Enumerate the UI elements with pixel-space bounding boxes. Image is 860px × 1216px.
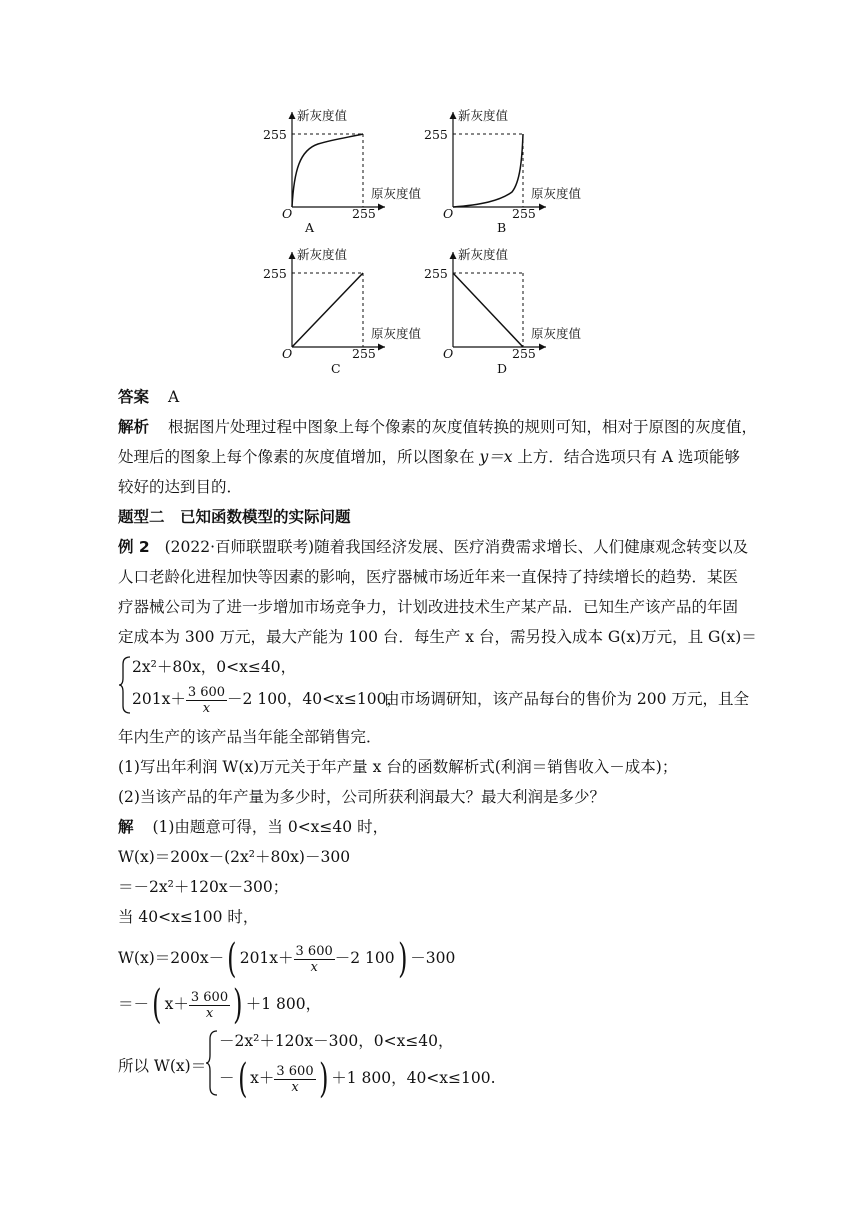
- x-axis-label: 原灰度值: [531, 186, 582, 201]
- option-label-d: D: [497, 361, 508, 376]
- example-line-2: 人口老龄化进程加快等因素的影响，医疗器械市场近年来一直保持了持续增长的趋势．某医: [118, 568, 739, 586]
- answer-label: 答案: [118, 388, 150, 406]
- option-label-b: B: [497, 220, 507, 235]
- y-axis-label: 新灰度值: [297, 108, 348, 123]
- left-paren: (: [237, 1056, 248, 1102]
- question-1: (1)写出年利润 W(x)万元关于年产量 x 台的函数解析式(利润＝销售收入－成本)；: [118, 758, 678, 776]
- x-tick-255: 255: [352, 346, 376, 361]
- origin-label: O: [282, 206, 293, 221]
- x-tick-255: 255: [512, 346, 536, 361]
- option-label-a: A: [305, 220, 315, 235]
- piece-1: 2x²＋80x，0<x≤40，: [132, 658, 297, 676]
- analysis-equation: y＝x: [479, 448, 513, 466]
- y-axis-label: 新灰度值: [297, 247, 348, 262]
- solution-label: 解: [118, 818, 134, 836]
- right-paren: ): [233, 982, 243, 1028]
- section-title: 题型二 已知函数模型的实际问题: [118, 508, 351, 526]
- origin-label: O: [443, 346, 454, 361]
- x-axis-label: 原灰度值: [371, 186, 422, 201]
- x-axis-label: 原灰度值: [531, 326, 582, 341]
- analysis-text-2b: 上方．结合选项只有 A 选项能够: [512, 448, 740, 466]
- piece-2: 201x＋ $\frac{3 600}{x}$ －2 100，40<x≤100，: [132, 684, 402, 716]
- piecewise-brace: [118, 656, 132, 714]
- solution-line-3: ＝－2x²＋120x－300；: [118, 878, 289, 896]
- analysis-text-2a: 处理后的图象上每个像素的灰度值增加，所以图象在: [118, 448, 480, 466]
- solution-piece-2: －( x＋ $\frac{3 600}{x}$ ) ＋1 800，40<x≤100.: [219, 1056, 496, 1102]
- analysis-line-3: 较好的达到目的．: [118, 478, 243, 496]
- y-tick-255: 255: [424, 127, 448, 142]
- fraction: $\frac{3 600}{x}$: [190, 989, 229, 1021]
- answer-value: A: [167, 388, 180, 406]
- example-line-3: 疗器械公司为了进一步增加市场竞争力，计划改进技术生产某产品．已知生产该产品的年固: [118, 598, 739, 616]
- question-2: (2)当该产品的年产量为多少时，公司所获利润最大？最大利润是多少？: [118, 788, 605, 806]
- graph-c: [263, 247, 422, 376]
- y-tick-255: 255: [263, 127, 287, 142]
- right-paren: ): [397, 936, 408, 982]
- right-paren: ): [318, 1056, 329, 1102]
- graph-b: [424, 108, 582, 235]
- piecewise-brace: [205, 1030, 219, 1096]
- solution-line-6: ＝－( x＋ $\frac{3 600}{x}$ ) ＋1 800，: [118, 982, 322, 1028]
- y-axis-label: 新灰度值: [458, 247, 509, 262]
- analysis-line-1: [118, 416, 757, 438]
- example-line-4: 定成本为 300 万元，最大产能为 100 台．每生产 x 台，需另投入成本 G(x)万元，且 G(x)＝: [118, 628, 757, 646]
- fraction: $\frac{3 600}{x}$: [276, 1063, 314, 1095]
- analysis-label: 解析: [118, 418, 150, 436]
- x-tick-255: 255: [512, 206, 536, 221]
- solution-line-7-lead: 所以 W(x)＝: [118, 1057, 207, 1075]
- y-tick-255: 255: [263, 266, 287, 281]
- solution-piece-1: －2x²＋120x－300，0<x≤40，: [219, 1032, 454, 1050]
- fraction: $\frac{3 600}{x}$: [187, 684, 226, 716]
- analysis-line-2: [118, 446, 740, 468]
- x-tick-255: 255: [352, 206, 376, 221]
- origin-label: O: [443, 206, 454, 221]
- solution-line-2: W(x)＝200x－(2x²＋80x)－300: [118, 848, 351, 866]
- origin-label: O: [282, 346, 293, 361]
- solution-line-1: 解 (1)由题意可得，当 0<x≤40 时，: [118, 818, 389, 836]
- graph-d: [424, 247, 582, 376]
- solution-line-4: 当 40<x≤100 时，: [118, 908, 259, 926]
- answer-line: [118, 386, 179, 408]
- example-label: 例 2: [118, 538, 150, 556]
- example-text-1: (2022·百师联盟联考)随着我国经济发展、医疗消费需求增长、人们健康观念转变以及: [164, 538, 749, 556]
- option-label-c: C: [331, 361, 341, 376]
- example-line-6: 年内生产的该产品当年能全部销售完．: [118, 728, 382, 746]
- graph-a: [263, 108, 422, 235]
- left-paren: (: [152, 982, 162, 1028]
- solution-line-5: W(x)＝200x－( 201x＋ $\frac{3 600}{x}$ －2 100) －300: [118, 936, 456, 982]
- y-axis-label: 新灰度值: [458, 108, 509, 123]
- example-line-1: [118, 536, 748, 558]
- y-tick-255: 255: [424, 266, 448, 281]
- graph-figure: [0, 0, 860, 390]
- x-axis-label: 原灰度值: [371, 326, 422, 341]
- left-paren: (: [227, 936, 237, 982]
- example-line-5-tail: 由市场调研知，该产品每台的售价为 200 万元，且全: [384, 690, 749, 708]
- analysis-text-1: 根据图片处理过程中图象上每个像素的灰度值转换的规则可知，相对于原图的灰度值，: [167, 418, 757, 436]
- fraction: $\frac{3 600}{x}$: [295, 943, 333, 975]
